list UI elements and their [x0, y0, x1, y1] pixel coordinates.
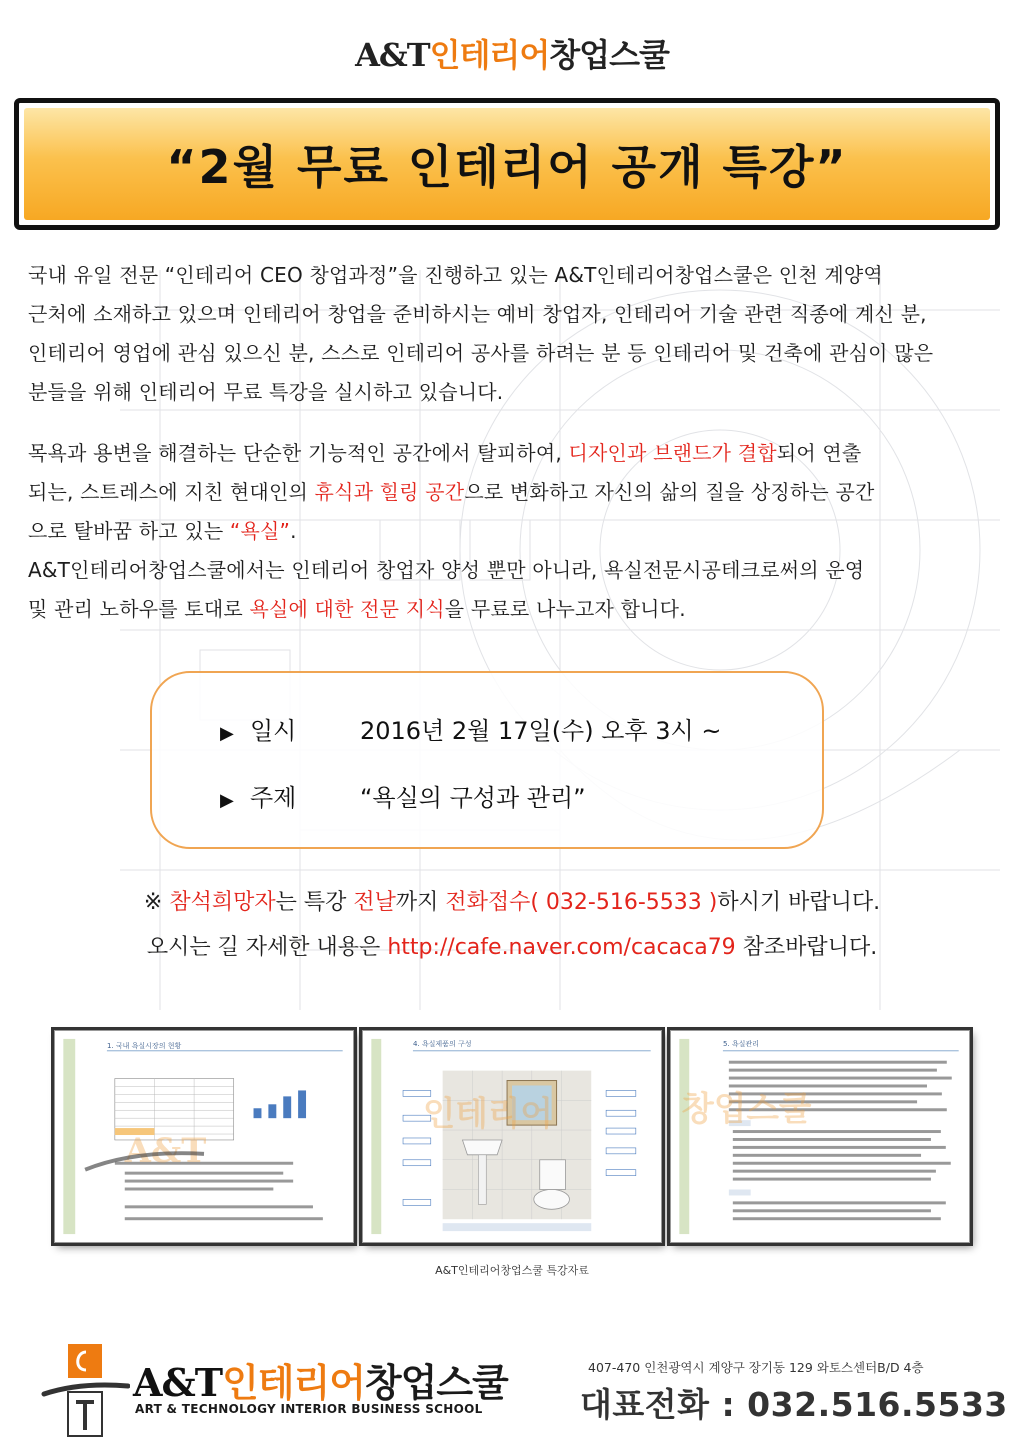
- intro-line: 국내 유일 전문 “인테리어 CEO 창업과정”을 진행하고 있는 A&T인테리어창업스쿨은 인천 계양역: [28, 263, 883, 287]
- date-value: 2016년 2월 17일(수) 오후 3시 ~: [360, 717, 722, 745]
- address: 407-470 인천광역시 계양구 장기동 129 와토스센터B/D 4층: [588, 1360, 924, 1375]
- intro-paragraph: [28, 256, 990, 412]
- body-line: [28, 512, 990, 551]
- logo-dark-text: 창업스쿨: [549, 36, 669, 74]
- slide-thumbnail-maintenance: [670, 1030, 970, 1243]
- highlight-text: “욕실”: [229, 519, 291, 543]
- body-text: 목욕과 용변을 해결하는 단순한 기능적인 공간에서 탈피하여,: [28, 441, 569, 465]
- cafe-link[interactable]: http://cafe.naver.com/cacaca79: [387, 935, 736, 960]
- notice-text: 까지: [395, 890, 446, 915]
- event-topic-row: [220, 778, 586, 813]
- slide-title: 5. 욕실관리: [723, 1040, 759, 1048]
- body-line: [28, 590, 990, 629]
- slide-title: 1. 국내 욕실시장의 현황: [107, 1042, 182, 1050]
- body-text: .: [290, 519, 297, 543]
- logo-orange-text: 인테리어: [429, 36, 550, 74]
- triangle-bullet-icon: ▶: [220, 723, 234, 744]
- page-title: “2월 무료 인테리어 공개 특강”: [24, 108, 990, 220]
- triangle-bullet-icon: ▶: [220, 790, 234, 811]
- logo-brand: A&T: [133, 1360, 223, 1405]
- slide-content-graphic: [671, 1031, 969, 1242]
- body-line: [28, 473, 990, 512]
- body-text: 되는, 스트레스에 지친 현대인의: [28, 480, 315, 504]
- intro-line: 인테리어 영업에 관심 있으신 분, 스스로 인테리어 공사를 하려는 분 등 인테리어 및 건축에 관심이 많은: [28, 341, 934, 365]
- school-emblem-icon: [40, 1342, 130, 1442]
- body-line: [28, 434, 990, 473]
- footer-logo: [40, 1342, 508, 1442]
- body-text: 을 무료로 나누고자 합니다.: [444, 597, 686, 621]
- phone-registration: 전화접수( 032-516-5533 ): [445, 890, 718, 915]
- highlight-text: 전날: [353, 890, 396, 915]
- body-text: 되어 연출: [776, 441, 862, 465]
- topic-label: 주제: [250, 784, 297, 812]
- date-label: 일시: [250, 717, 297, 745]
- slide-thumbnail-bathroom: [362, 1030, 662, 1243]
- intro-line: 분들을 위해 인테리어 무료 특강을 실시하고 있습니다.: [28, 380, 504, 404]
- notice-line-directions: [0, 930, 1024, 961]
- svg-text:인테리어: 인테리어: [422, 1093, 553, 1134]
- header-logo: [0, 30, 1024, 76]
- highlight-text: 욕실에 대한 전문 지식: [249, 597, 445, 621]
- slide-content-graphic: [55, 1031, 353, 1242]
- logo-dark-text: 창업스쿨: [364, 1361, 508, 1405]
- notice-text: 하시기 바랍니다.: [717, 890, 881, 915]
- footer-logo-subtitle: ART & TECHNOLOGY INTERIOR BUSINESS SCHOOL: [135, 1402, 483, 1416]
- logo-brand: A&T: [355, 36, 430, 74]
- svg-text:A&T: A&T: [124, 1129, 207, 1170]
- notice-text: 오시는 길 자세한 내용은: [146, 935, 388, 960]
- slides-caption: A&T인테리어창업스쿨 특강자료: [435, 1264, 589, 1277]
- notice-text: 참조바랍니다.: [735, 935, 878, 960]
- highlight-text: 참석희망자: [169, 890, 276, 915]
- intro-line: 근처에 소재하고 있으며 인테리어 창업을 준비하시는 예비 창업자, 인테리어 기술 관련 직종에 계신 분,: [28, 302, 927, 326]
- body-paragraph: [28, 434, 990, 629]
- notice-text: 는 특강: [275, 890, 354, 915]
- event-date-row: [220, 711, 721, 746]
- highlight-text: 휴식과 힐링 공간: [314, 480, 465, 504]
- body-text: 및 관리 노하우를 토대로: [28, 597, 250, 621]
- notice-line-registration: [0, 885, 1024, 916]
- body-text: 으로 변화하고 자신의 삶의 질을 상징하는 공간: [464, 480, 875, 504]
- slide-title: 4. 욕실제품의 구성: [413, 1040, 472, 1048]
- notice-mark: ※: [143, 890, 170, 915]
- slide-thumbnail-market: [54, 1030, 354, 1243]
- main-phone: 대표전화 : 032.516.5533: [580, 1385, 1008, 1424]
- body-text: 으로 탈바꿈 하고 있는: [28, 519, 230, 543]
- body-line: A&T인테리어창업스쿨에서는 인테리어 창업자 양성 뿐만 아니라, 욕실전문시공테크로써의 운영: [28, 558, 865, 582]
- footer-logo-text: [133, 1352, 508, 1407]
- title-banner: [14, 98, 1000, 230]
- svg-text:창업스쿨: 창업스쿨: [681, 1088, 812, 1129]
- event-info-box: [150, 671, 824, 849]
- highlight-text: 디자인과 브랜드가 결합: [568, 441, 777, 465]
- slide-content-graphic: [363, 1031, 661, 1242]
- logo-orange-text: 인테리어: [222, 1361, 365, 1405]
- topic-value: “욕실의 구성과 관리”: [360, 784, 586, 812]
